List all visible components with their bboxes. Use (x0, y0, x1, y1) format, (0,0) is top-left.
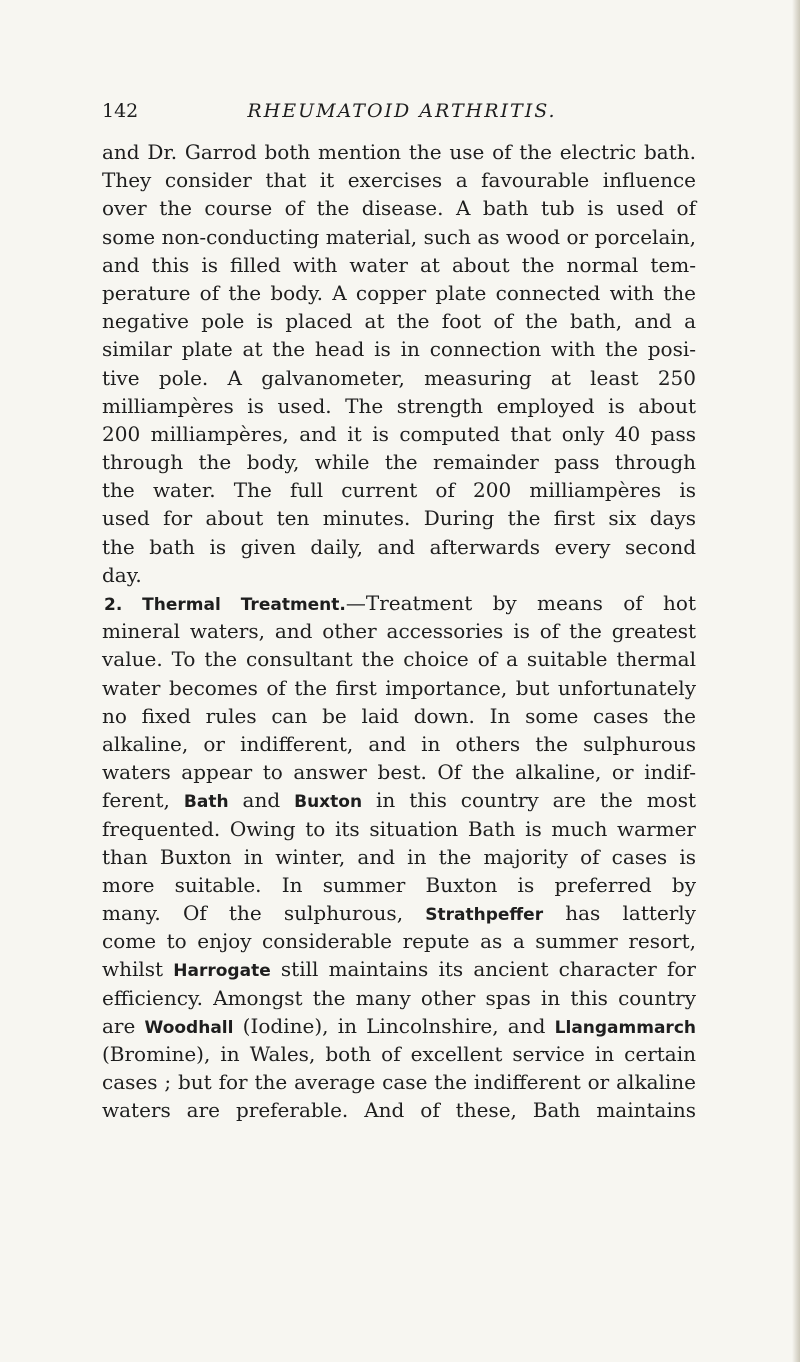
text-run: used for about ten minutes. During the first six days (102, 506, 696, 531)
text-run: cases ; but for the average case the indifferent or alkaline (102, 1070, 696, 1095)
text-line (102, 476, 696, 504)
text-line (102, 927, 696, 955)
text-line (102, 533, 696, 561)
text-run: They consider that it exercises a favourable influence (102, 168, 696, 193)
text-run: has latterly (543, 901, 696, 926)
text-run: than Buxton in winter, and in the majority of cases is (102, 844, 696, 869)
text-line (102, 730, 696, 758)
text-line (102, 645, 696, 673)
text-run: negative pole is placed at the foot of the bath, and a (102, 309, 696, 334)
text-line (102, 194, 696, 222)
text-line (102, 674, 696, 702)
text-run: are (102, 1013, 145, 1038)
text-run: efficiency. Amongst the many other spas in this country (102, 985, 696, 1010)
text-line (102, 307, 696, 335)
text-line (102, 364, 696, 392)
text-line (102, 1068, 696, 1096)
text-run: similar plate at the head is in connection with the posi- (102, 337, 696, 362)
text-run: the water. The full current of 200 milliampères is (102, 478, 696, 503)
text-run: water becomes of the first importance, but unfortunately (102, 675, 696, 700)
text-line (102, 138, 696, 166)
text-line (102, 448, 696, 476)
text-line (102, 420, 696, 448)
text-line (102, 786, 696, 814)
page-header (102, 96, 702, 126)
text-run: waters appear to answer best. Of the alkaline, or indif- (102, 760, 696, 785)
text-line (102, 702, 696, 730)
emphasis-text: Strathpeffer (425, 905, 544, 926)
body-text (102, 138, 696, 1125)
text-run: in this country are the most (362, 788, 696, 813)
text-line (102, 279, 696, 307)
text-run: mineral waters, and other accessories is of the greatest (102, 619, 696, 644)
text-line (102, 166, 696, 194)
text-line (102, 251, 696, 279)
emphasis-text: Llangammarch (554, 1017, 696, 1038)
text-run: milliampères is used. The strength employed is about (102, 393, 696, 418)
text-line (102, 871, 696, 899)
text-line (102, 1096, 696, 1124)
text-run: no fixed rules can be laid down. In some cases the (102, 703, 696, 728)
page-number: 142 (102, 100, 139, 122)
running-title: RHEUMATOID ARTHRITIS. (247, 100, 557, 122)
text-line (102, 223, 696, 251)
text-run: day. (102, 562, 142, 587)
text-run: whilst (102, 957, 174, 982)
emphasis-text: Woodhall (144, 1017, 234, 1038)
text-run: —Treatment by means of hot (345, 591, 696, 615)
page-edge (792, 0, 800, 1362)
text-run: and (228, 788, 295, 813)
text-line (102, 392, 696, 420)
text-line (102, 984, 696, 1012)
text-run: waters are preferable. And of these, Bath maintains (102, 1098, 696, 1123)
text-run: tive pole. A galvanometer, measuring at least 250 (102, 365, 696, 390)
text-run: perature of the body. A copper plate connected with the (102, 280, 696, 305)
emphasis-text: 2. Thermal Treatment. (104, 595, 346, 615)
text-run: many. Of the sulphurous, (102, 901, 426, 926)
text-line (102, 504, 696, 532)
text-run: come to enjoy considerable repute as a summer resort, (102, 929, 696, 954)
text-run: 200 milliampères, and it is computed that only 40 pass (102, 421, 696, 446)
text-line (102, 899, 696, 927)
text-run: some non-conducting material, such as wood or porcelain, (102, 224, 696, 249)
text-line (102, 335, 696, 363)
text-run: ferent, (102, 788, 184, 813)
text-line (102, 758, 696, 786)
text-run: value. To the consultant the choice of a suitable thermal (102, 647, 696, 672)
text-run: (Iodine), in Lincolnshire, and (233, 1013, 555, 1038)
text-line (102, 843, 696, 871)
text-run: the bath is given daily, and afterwards every second (102, 534, 696, 559)
emphasis-text: Harrogate (173, 961, 271, 982)
text-line (102, 1040, 696, 1068)
text-run: and Dr. Garrod both mention the use of the electric bath. (102, 140, 696, 164)
emphasis-text: Bath (183, 792, 229, 813)
text-run: alkaline, or indifferent, and in others the sulphurous (102, 731, 696, 756)
text-run: still maintains its ancient character for (270, 957, 696, 982)
text-run: and this is filled with water at about the normal tem- (102, 252, 696, 277)
text-run: frequented. Owing to its situation Bath is much warmer (102, 816, 696, 841)
emphasis-text: Buxton (294, 792, 363, 813)
text-run: more suitable. In summer Buxton is preferred by (102, 872, 696, 897)
text-run: over the course of the disease. A bath tub is used of (102, 196, 696, 221)
text-line (102, 955, 696, 983)
text-line (102, 561, 696, 589)
text-line (102, 617, 696, 645)
text-run: through the body, while the remainder pass through (102, 450, 696, 475)
text-run: (Bromine), in Wales, both of excellent service in certain (102, 1042, 696, 1066)
text-line (102, 815, 696, 843)
text-line (102, 589, 696, 617)
text-line (102, 1012, 696, 1040)
